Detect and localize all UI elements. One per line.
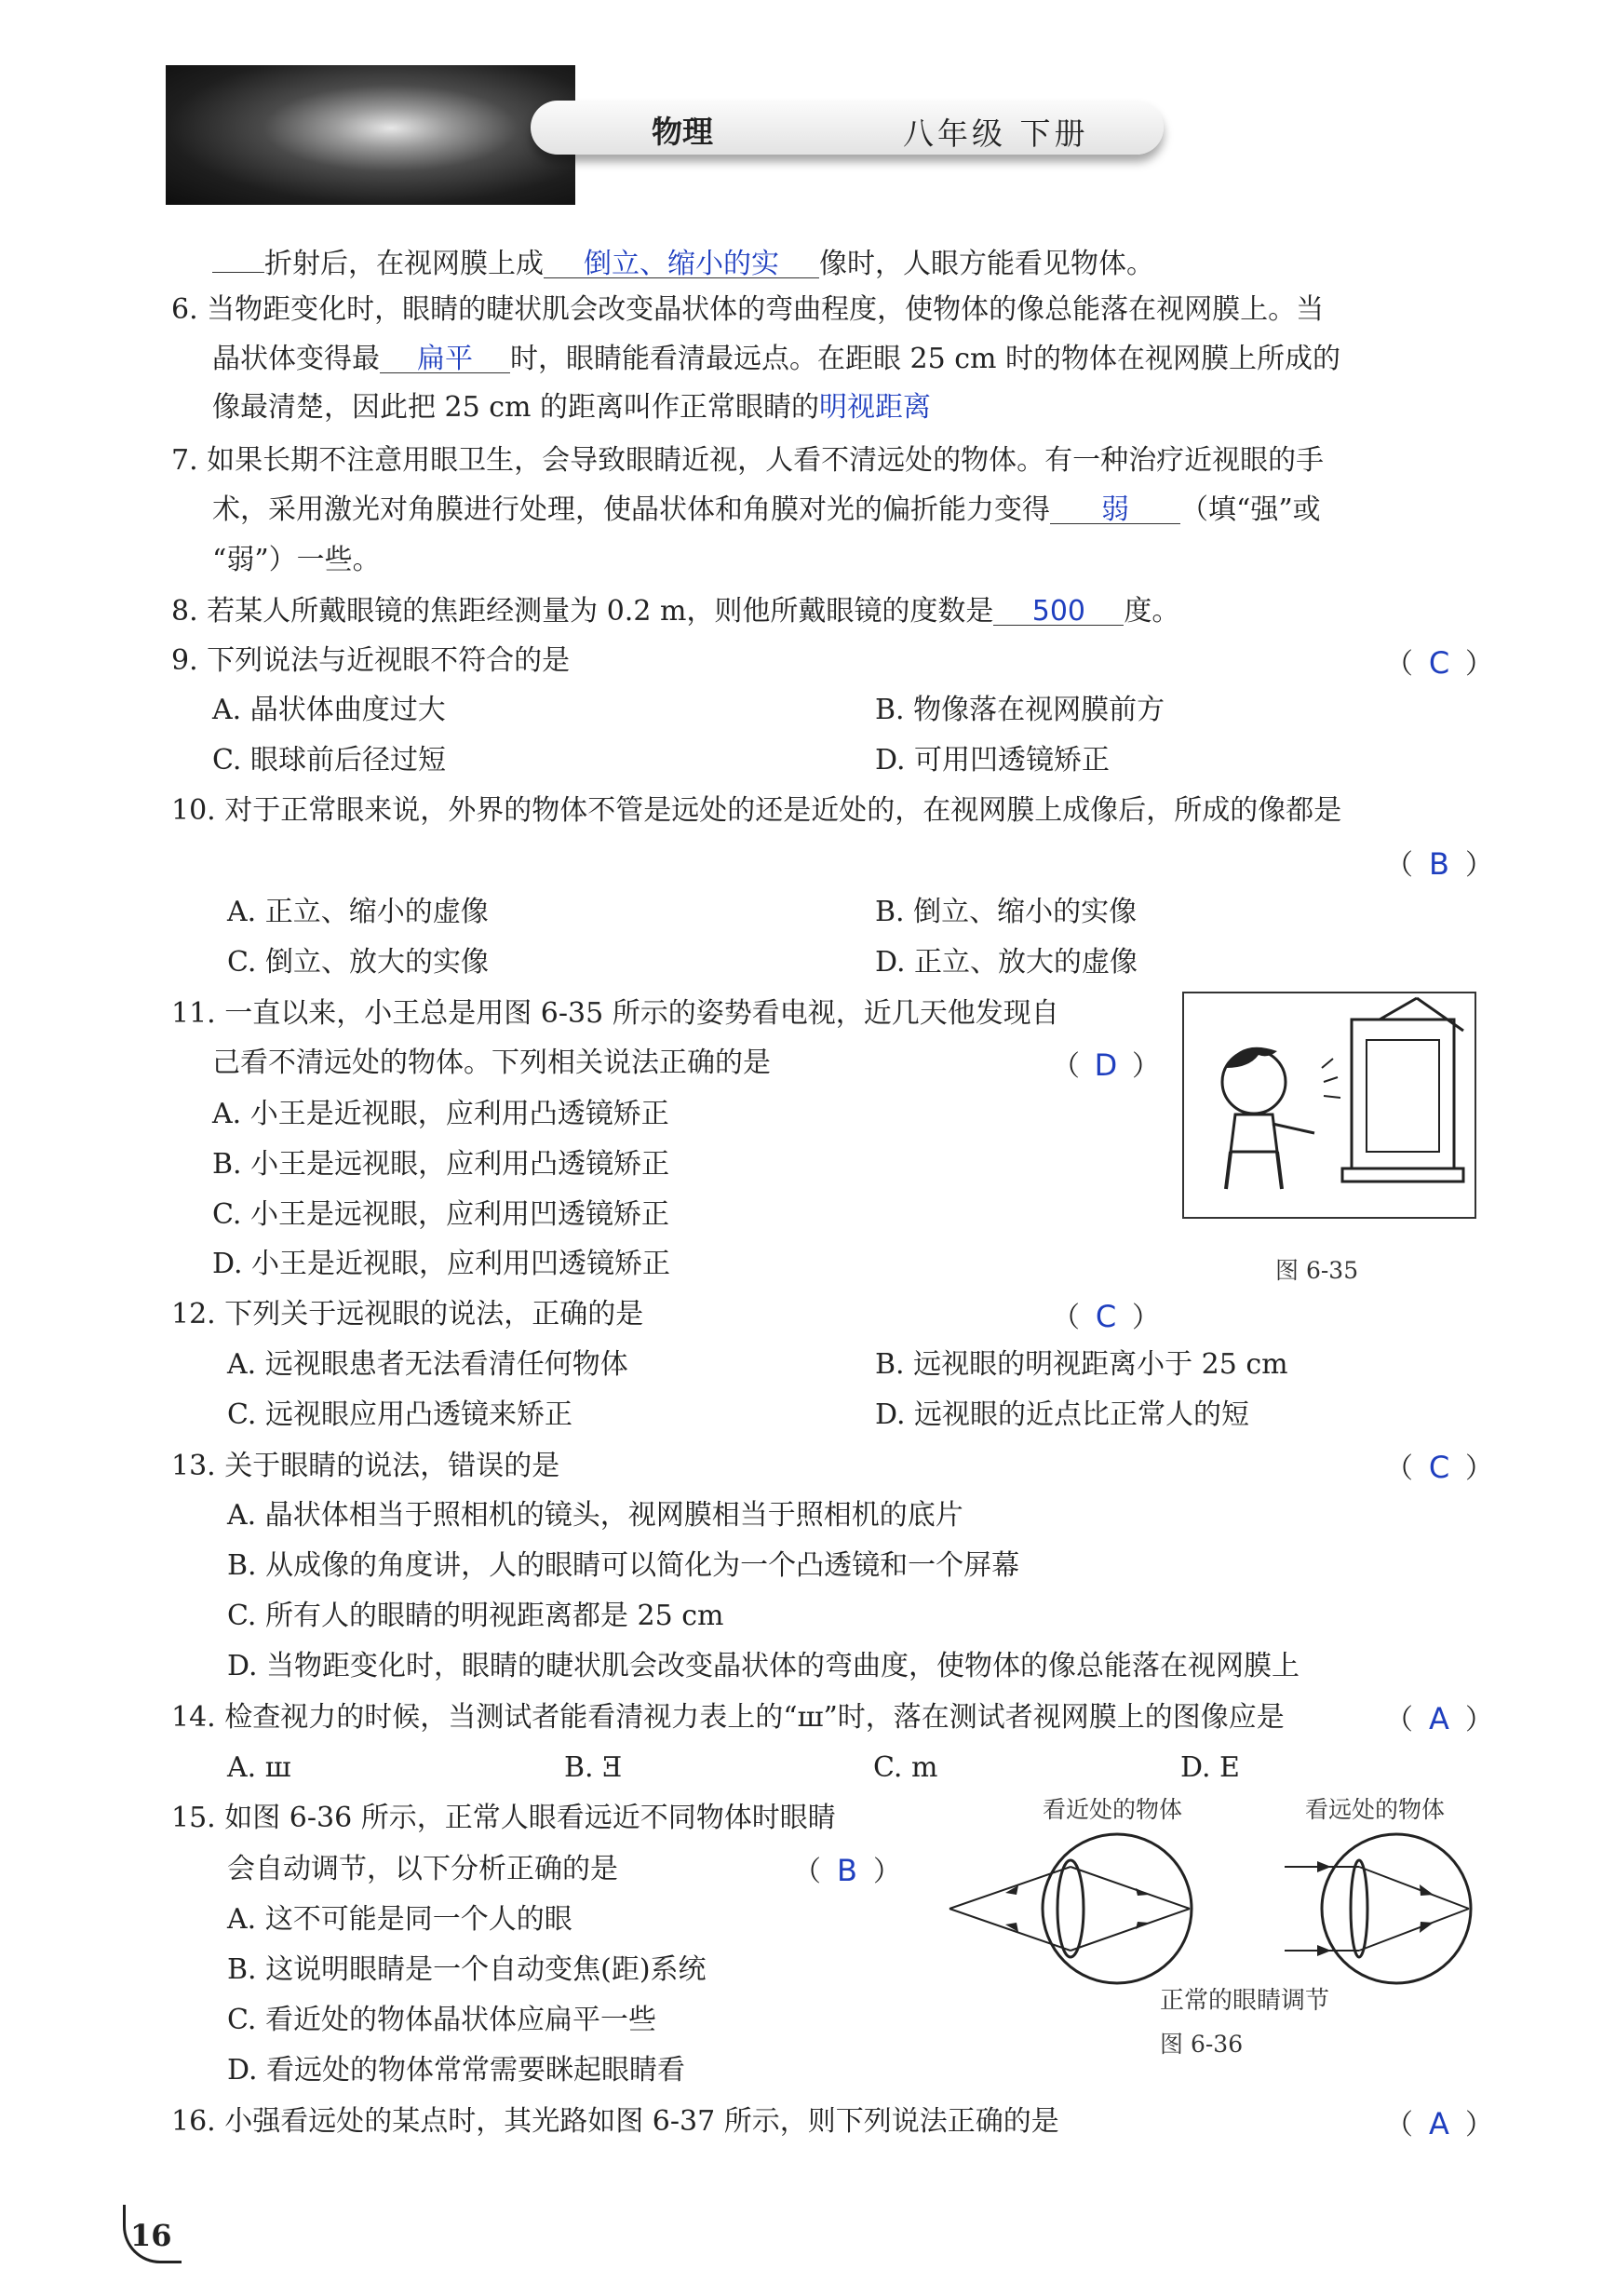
q11-answer-paren: （ D ） xyxy=(1052,1047,1160,1083)
q10-option-d: D. 正立、放大的虚像 xyxy=(875,946,1138,979)
q14-option-b: B. Ǝ xyxy=(564,1751,624,1784)
figure-6-35-caption: 图 6-35 xyxy=(1275,1257,1359,1284)
q15-answer-paren: （ B ） xyxy=(793,1853,901,1888)
q9-stem: 9. 下列说法与近视眼不符合的是 xyxy=(171,644,571,677)
q9-option-a: A. 晶状体曲度过大 xyxy=(212,694,446,726)
q10-answer-paren: （ B ） xyxy=(1385,846,1493,882)
q6-line3: 像最清楚，因此把 25 cm 的距离叫作正常眼睛的明视距离 xyxy=(212,391,932,424)
q11-line2: 己看不清远处的物体。下列相关说法正确的是 xyxy=(212,1047,771,1079)
q10-option-c: C. 倒立、放大的实像 xyxy=(227,946,489,979)
q10-stem: 10. 对于正常眼来说，外界的物体不管是远处的还是近处的，在视网膜上成像后，所成的像都是 xyxy=(171,794,1342,827)
header-subject: 物理 xyxy=(652,114,713,150)
q12-stem: 12. 下列关于远视眼的说法，正确的是 xyxy=(171,1298,644,1330)
q9-option-b: B. 物像落在视网膜前方 xyxy=(875,694,1165,726)
answer-q6-b: 明视距离 xyxy=(819,391,932,424)
q15-option-b: B. 这说明眼睛是一个自动变焦(距)系统 xyxy=(227,1953,707,1986)
q7-line3: “弱”）一些。 xyxy=(212,544,381,576)
q15-line2: 会自动调节，以下分析正确的是 xyxy=(227,1853,618,1885)
answer-q6-a: 扁平 xyxy=(417,343,473,375)
tv-viewer-illustration xyxy=(1184,993,1475,1217)
figure-6-36-near-label: 看近处的物体 xyxy=(1043,1796,1183,1823)
q16-stem: 16. 小强看远处的某点时，其光路如图 6-37 所示，则下列说法正确的是 xyxy=(171,2105,1059,2138)
q15-option-c: C. 看近处的物体晶状体应扁平一些 xyxy=(227,2004,656,2036)
q16-answer-paren: （ A ） xyxy=(1385,2106,1493,2141)
q11-line1: 11. 一直以来，小王总是用图 6-35 所示的姿势看电视，近几天他发现自 xyxy=(171,997,1059,1030)
figure-6-36-far-label: 看远处的物体 xyxy=(1305,1796,1446,1823)
q13-answer-paren: （ C ） xyxy=(1385,1450,1493,1485)
q9-option-c: C. 眼球前后径过短 xyxy=(212,744,446,777)
q7-line1: 7. 如果长期不注意用眼卫生，会导致眼睛近视，人看不清远处的物体。有一种治疗近视眼的手 xyxy=(171,444,1325,477)
q13-option-d: D. 当物距变化时，眼睛的睫状肌会改变晶状体的弯曲度，使物体的像总能落在视网膜上 xyxy=(227,1650,1300,1682)
q12-option-a: A. 远视眼患者无法看清任何物体 xyxy=(227,1348,628,1381)
page-number: 16 xyxy=(130,2218,172,2253)
q15-option-a: A. 这不可能是同一个人的眼 xyxy=(227,1903,572,1936)
header-space-image xyxy=(166,65,575,205)
q14-option-c: C. m xyxy=(873,1751,938,1784)
q8: 8. 若某人所戴眼镜的焦距经测量为 0.2 m，则他所戴眼镜的度数是 500 度。 xyxy=(171,595,1180,628)
q13-stem: 13. 关于眼睛的说法，错误的是 xyxy=(171,1450,560,1482)
q14-answer-paren: （ A ） xyxy=(1385,1701,1493,1736)
q12-option-c: C. 远视眼应用凸透镜来矫正 xyxy=(227,1398,572,1431)
q11-option-c: C. 小王是远视眼，应利用凹透镜矫正 xyxy=(212,1198,669,1231)
figure-6-36-subcaption: 正常的眼睛调节 xyxy=(1160,1987,1330,2015)
figure-6-35 xyxy=(1182,992,1476,1219)
q15-option-d: D. 看远处的物体常常需要眯起眼睛看 xyxy=(227,2054,686,2087)
q13-option-b: B. 从成像的角度讲，人的眼睛可以简化为一个凸透镜和一个屏幕 xyxy=(227,1549,1020,1582)
q12-option-b: B. 远视眼的明视距离小于 25 cm xyxy=(875,1348,1288,1381)
q13-option-a: A. 晶状体相当于照相机的镜头，视网膜相当于照相机的底片 xyxy=(227,1499,963,1532)
eye-focus-diagram xyxy=(940,1830,1489,1988)
q6-line2: 晶状体变得最 扁平 时，眼睛能看清最远点。在距眼 25 cm 时的物体在视网膜上所成的 xyxy=(212,343,1341,375)
q5-tail: 折射后，在视网膜上成 倒立、缩小的实 像时，人眼方能看见物体。 xyxy=(212,240,1154,283)
figure-6-36-caption: 图 6-36 xyxy=(1160,2031,1244,2058)
answer-q5: 倒立、缩小的实 xyxy=(584,248,779,280)
q14-option-d: D. E xyxy=(1180,1751,1240,1784)
q10-option-b: B. 倒立、缩小的实像 xyxy=(875,896,1138,928)
q10-option-a: A. 正立、缩小的虚像 xyxy=(227,896,489,928)
q15-line1: 15. 如图 6-36 所示，正常人眼看远近不同物体时眼睛 xyxy=(171,1802,836,1834)
q6-line1: 6. 当物距变化时，眼睛的睫状肌会改变晶状体的弯曲程度，使物体的像总能落在视网膜上。当 xyxy=(171,293,1325,326)
q9-option-d: D. 可用凹透镜矫正 xyxy=(875,744,1111,777)
q9-answer-paren: （ C ） xyxy=(1385,645,1493,681)
q12-option-d: D. 远视眼的近点比正常人的短 xyxy=(875,1398,1250,1431)
q11-option-b: B. 小王是远视眼，应利用凸透镜矫正 xyxy=(212,1148,670,1181)
q14-stem: 14. 检查视力的时候，当测试者能看清视力表上的“ш”时，落在测试者视网膜上的图像应是 xyxy=(171,1701,1285,1734)
answer-q8: 500 xyxy=(1031,595,1086,628)
q14-option-a: A. ш xyxy=(227,1751,291,1784)
q13-option-c: C. 所有人的眼睛的明视距离都是 25 cm xyxy=(227,1600,724,1632)
header-grade: 八年级 下册 xyxy=(903,115,1089,152)
q11-option-d: D. 小王是近视眼，应利用凹透镜矫正 xyxy=(212,1248,671,1280)
answer-q7: 弱 xyxy=(1101,493,1129,526)
q11-option-a: A. 小王是近视眼，应利用凸透镜矫正 xyxy=(212,1098,669,1130)
q7-line2: 术，采用激光对角膜进行处理，使晶状体和角膜对光的偏折能力变得 弱 （填“强”或 xyxy=(212,493,1321,526)
q12-answer-paren: （ C ） xyxy=(1052,1299,1160,1334)
